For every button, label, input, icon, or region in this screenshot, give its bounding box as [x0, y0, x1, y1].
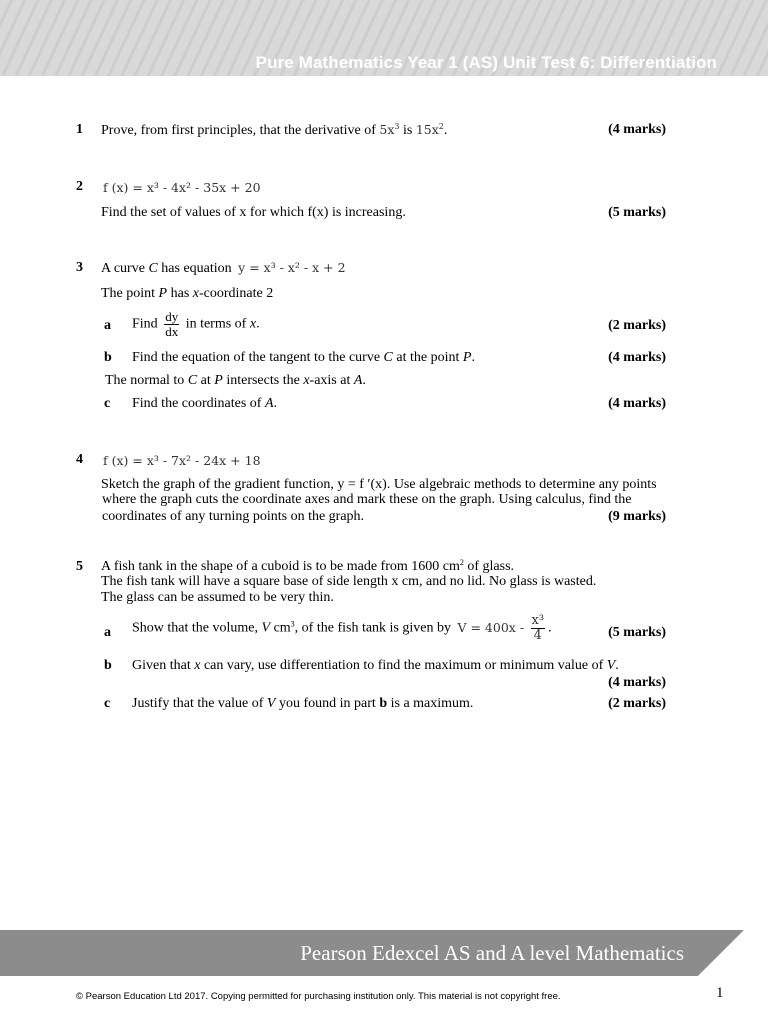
question-3a-text: Find $\frac{dy}{dx}$ in terms of x. — [132, 309, 260, 339]
question-3c-text: Find the coordinates of A. — [132, 396, 278, 411]
dy-dx-fraction: $\frac{dy}{dx}$ — [165, 309, 179, 339]
header-banner — [0, 0, 768, 76]
question-5b-marks: (4 marks) — [608, 675, 666, 690]
question-3b-marks: (4 marks) — [608, 350, 666, 365]
copyright-notice: © Pearson Education Ltd 2017. Copying permitted for purchasing institution only. This material is not copyright free. — [76, 991, 561, 1002]
x-cubed-over-4-fraction: $\frac{\text{x³}}{4}$ — [531, 613, 545, 643]
question-5-line-3: The glass can be assumed to be very thin. — [101, 590, 334, 605]
question-3c-marks: (4 marks) — [608, 396, 666, 411]
question-3a-letter: a — [104, 318, 111, 333]
question-3b-letter: b — [104, 350, 112, 365]
question-1-number: 1 — [76, 122, 83, 137]
question-3-point-line: The point P has x-coordinate 2 — [101, 286, 274, 301]
question-5c-text: Justify that the value of V you found in part b is a maximum. — [132, 696, 474, 711]
question-4-number: 4 — [76, 452, 83, 467]
question-3-intro: A curve C has equation y = x³ - x² - x + 2 — [101, 260, 346, 276]
question-2-number: 2 — [76, 179, 83, 194]
page-title: Pure Mathematics Year 1 (AS) Unit Test 6: Differentiation — [255, 53, 717, 72]
question-2-marks: (5 marks) — [608, 205, 666, 220]
question-5-number: 5 — [76, 559, 83, 574]
question-3c-letter: c — [104, 396, 111, 411]
question-5b-text: Given that x can vary, use differentiation to find the maximum or minimum value of V. — [132, 658, 619, 673]
question-5c-letter: c — [104, 696, 111, 711]
page-number: 1 — [716, 985, 724, 1001]
question-2-text: Find the set of values of x for which f(x) is increasing. — [101, 205, 406, 220]
question-3-number: 3 — [76, 260, 83, 275]
question-4-line-3: coordinates of any turning points on the graph. — [102, 509, 365, 524]
question-1-text: Prove, from first principles, that the derivative of $5x^3$ is $15x^2$. — [101, 122, 448, 138]
question-5b-letter: b — [104, 658, 112, 673]
question-2-function: f (x) = x³ - 4x² - 35x + 20 — [103, 180, 261, 195]
question-5-line-2: The fish tank will have a square base of side length x cm, and no lid. No glass is wasted. — [101, 574, 597, 589]
question-3b-text: Find the equation of the tangent to the curve C at the point P. — [132, 350, 475, 365]
question-1-marks: (4 marks) — [608, 122, 666, 137]
question-4-marks: (9 marks) — [608, 509, 666, 524]
question-5c-marks: (2 marks) — [608, 696, 666, 711]
question-3a-marks: (2 marks) — [608, 318, 666, 333]
question-4-line-1: Sketch the graph of the gradient function, y = f ′(x). Use algebraic methods to determine any points — [101, 477, 657, 492]
question-5a-text: Show that the volume, V $cm^3$, of the fish tank is given by V = 400x - $\frac{\text{x³}}{4}$ . — [132, 613, 552, 643]
question-5-line-1: A fish tank in the shape of a cuboid is to be made from 1600 $cm^2$ of glass. — [101, 558, 515, 574]
question-5a-letter: a — [104, 625, 111, 640]
question-4-line-2: where the graph cuts the coordinate axes and mark these on the graph. Using calculus, find the — [102, 492, 632, 507]
question-4-function: f (x) = x³ - 7x² - 24x + 18 — [103, 453, 261, 468]
question-3-normal-line: The normal to C at P intersects the x-axis at A. — [105, 373, 366, 388]
footer-title: Pearson Edexcel AS and A level Mathematics — [300, 941, 684, 965]
question-5a-marks: (5 marks) — [608, 625, 666, 640]
